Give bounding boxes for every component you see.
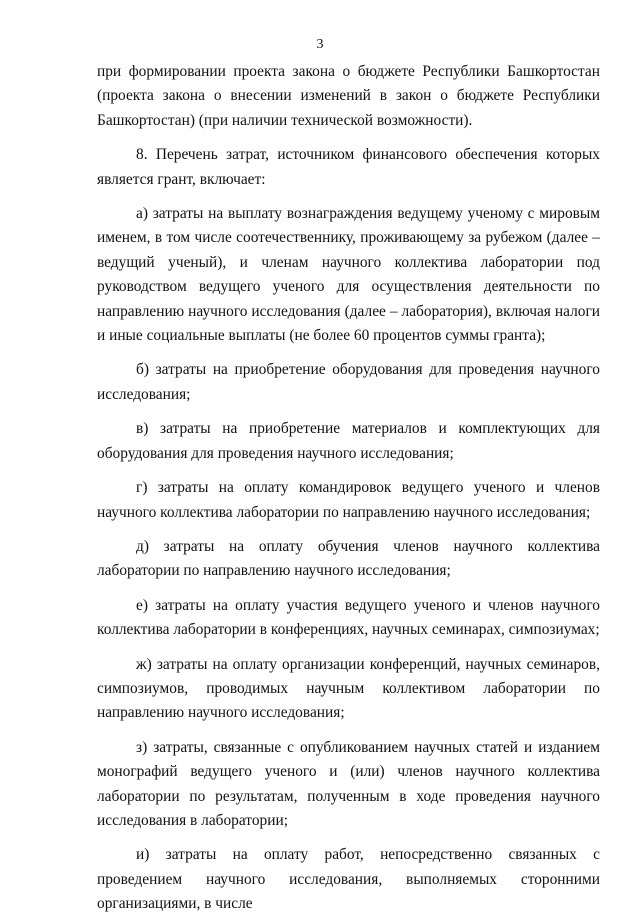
- paragraph-item-b: б) затраты на приобретение оборудования для проведения научного исследования;: [97, 361, 600, 403]
- paragraph-item-8: 8. Перечень затрат, источником финансового обеспечения которых является грант, включает:: [97, 146, 600, 188]
- paragraph-item-z: з) затраты, связанные с опубликованием научных статей и изданием монографий ведущего ученого и (или) членов научного коллектива лаборатории по результатам, полученным в ходе проведения научного исследования в лаборатории;: [97, 738, 600, 829]
- document-body: [97, 60, 600, 917]
- paragraph-item-a: а) затраты на выплату вознаграждения ведущему ученому с мировым именем, в том числе соотечественнику, проживающему за рубежом (далее – ведущий ученый), и членам научного коллектива лаборатории под руководством ведущего ученого для осуществления деятельности по направлению научного исследования (далее – лаборатория), включая налоги и иные социальные выплаты (не более 60 процентов суммы гранта);: [97, 205, 600, 345]
- paragraph-item-i: и) затраты на оплату работ, непосредственно связанных с проведением научного исследования, выполняемых сторонними организациями, в числе: [97, 846, 600, 913]
- paragraph-continuation: при формировании проекта закона о бюджете Республики Башкортостан (проекта закона о внесении изменений в закон о бюджете Республики Башкортостан) (при наличии технической возможности).: [97, 63, 600, 129]
- paragraph-item-e: е) затраты на оплату участия ведущего ученого и членов научного коллектива лаборатории в конференциях, научных семинарах, симпозиумах;: [97, 596, 600, 639]
- page-number: 3: [316, 37, 324, 52]
- paragraph-item-d: д) затраты на оплату обучения членов научного коллектива лаборатории по направлению научного исследования;: [97, 537, 600, 580]
- paragraph-item-v: в) затраты на приобретение материалов и комплектующих для оборудования для проведения научного исследования;: [97, 420, 600, 462]
- paragraph-item-zh: ж) затраты на оплату организации конференций, научных семинаров, симпозиумов, проводимых научным коллективом лаборатории по направлению научного исследования;: [97, 655, 600, 722]
- paragraph-item-g: г) затраты на оплату командировок ведущего ученого и членов научного коллектива лаборатории по направлению научного исследования;: [97, 479, 600, 521]
